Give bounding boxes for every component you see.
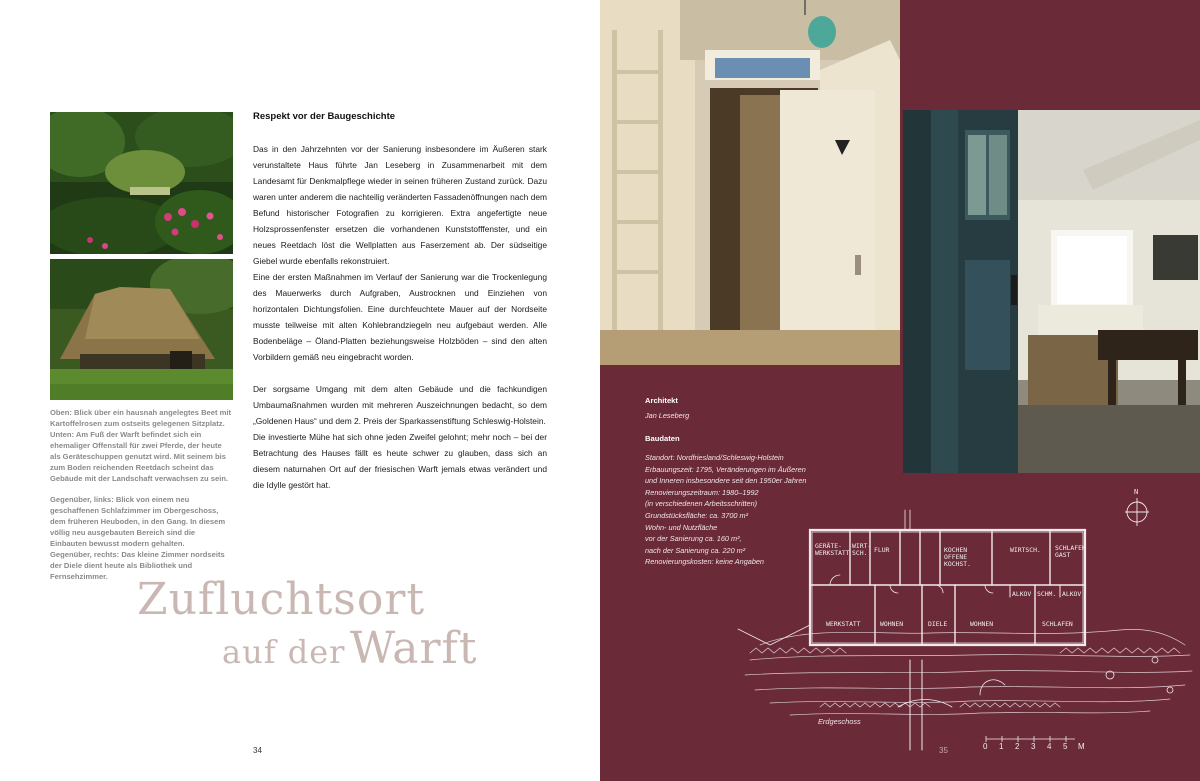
hallway-photo <box>600 0 900 365</box>
room-label-wirtschaft-small: WIRT- SCH. <box>852 542 872 557</box>
caption-opposite-right: Gegenüber, rechts: Das kleine Zimmer nordseits der Diele dient heute als Bibliothek und Fernsehzimmer. <box>50 550 225 581</box>
room-label-diele: DIELE <box>928 620 948 628</box>
scale-label-4: 4 <box>1047 742 1052 751</box>
scale-bar <box>980 734 1100 756</box>
right-page <box>600 0 1200 781</box>
room-label-schrank: SCHM. <box>1037 590 1057 598</box>
room-label-wirtschaft: WIRTSCH. <box>1010 546 1041 554</box>
scale-label-1: 1 <box>999 742 1004 751</box>
title-line-2-small: auf der <box>222 633 346 671</box>
data-line: und Inneren insbesondere seit den 1950er Jahren <box>645 476 807 486</box>
data-line: Standort: Nordfriesland/Schleswig-Holstein <box>645 453 784 462</box>
room-label-wohnen-1: WOHNEN <box>880 620 904 628</box>
data-line: Renovierungskosten: keine Angaben <box>645 557 764 567</box>
north-arrow-icon <box>1125 488 1155 528</box>
data-line: (in verschiedenen Arbeitsschritten) <box>645 499 758 509</box>
architect-name: Jan Leseberg <box>645 411 690 420</box>
body-paragraph-2: Eine der ersten Maßnahmen im Verlauf der Sanierung war die Trockenlegung des Mauerwerks durch Aufgraben, Austrocknen und Einziehen von horizontalen Dichtungsfolien. Eine durchfeuchtete Mauer auf der Nordseite musste teilweise mit alten Kohlebrandziegeln neu aufgebaut werden. Alle Bodenbeläge – Öland-Platten beziehungsweise Holzböden – sind den alten Vorbildern gemäß neu eingebracht worden. <box>253 272 547 362</box>
room-label-kochen: KOCHEN OFFENE KOCHST. <box>944 546 971 568</box>
scale-label-5: 5 <box>1063 742 1068 751</box>
floor-plan-caption: Erdgeschoss <box>818 717 861 726</box>
building-data-heading: Baudaten <box>645 434 680 443</box>
title-line-1: Zufluchtsort <box>137 574 426 625</box>
scale-label-unit: M <box>1078 742 1085 751</box>
scale-label-3: 3 <box>1031 742 1036 751</box>
library-room-photo <box>903 110 1200 473</box>
architect-heading: Architekt <box>645 396 678 405</box>
data-line: nach der Sanierung ca. 220 m² <box>645 545 746 555</box>
scale-label-2: 2 <box>1015 742 1020 751</box>
data-line: vor der Sanierung ca. 160 m², <box>645 534 742 544</box>
data-line: Grundstücksfläche: ca. 3700 m² <box>645 510 749 520</box>
section-heading: Respekt vor der Baugeschichte <box>253 111 396 122</box>
north-label: N <box>1134 488 1139 496</box>
data-line: Wohn- und Nutzfläche <box>645 522 718 532</box>
scale-label-0: 0 <box>983 742 988 751</box>
body-paragraph-1: Das in den Jahrzehnten vor der Sanierung insbesondere im Äußeren stark verunstaltete Haus führte Jan Leseberg in Zusammenarbeit mit dem Landesamt für Denkmalpflege wieder in seinen früheren Zustand zurück. Dazu waren unter anderem die nachteilig veränderten Fassadenöffnungen nach dem Befund historischer Fotografien zu korrigieren. Extra angefertigte neue Holzsprossenfenster ersetzen die vorhandenen Kunststofffenster, und ein neues Reetdach löst die Wellplatten aus Faserzement ab. Der südseitige Giebel wurde ebenfalls rekonstruiert. <box>253 144 547 266</box>
title-line-2 <box>222 623 478 674</box>
thatched-shed-photo <box>50 259 233 400</box>
room-label-geraete: GERÄTE- WERKSTATT <box>815 542 850 557</box>
room-label-wohnen-2: WOHNEN <box>970 620 994 628</box>
page-number-left: 34 <box>253 746 262 755</box>
photo-captions <box>50 407 233 592</box>
room-label-alkoven-1: ALKOV <box>1012 590 1032 598</box>
title-line-2-large: Warft <box>349 623 478 674</box>
body-paragraph-4: Die investierte Mühe hat sich ohne jeden Zweifel gelohnt; mehr noch – bei der Betrachtung des Hauses fällt es heute schwer zu glauben, dass sich an diesem naturnahen Ort auf der friesischen Warft jemals etwas verändert und die Idylle gestört hat. <box>253 432 547 490</box>
room-label-schlafen-gast: SCHLAFEN GAST <box>1055 544 1086 559</box>
room-label-flur: FLUR <box>874 546 890 554</box>
body-text <box>253 141 547 493</box>
caption-bottom: Unten: Am Fuß der Warft befindet sich ein ehemaliger Offenstall für zwei Pferde, der heute als Geräteschuppen genutzt wird. Mit seinem bis zum Boden reichenden Reetdach scheint das Gebäude mit der Landschaft verwachsen zu sein. <box>50 430 229 483</box>
caption-top: Oben: Blick über ein hausnah angelegtes Beet mit Kartoffelrosen zum ostseits gelegenen Sitzplatz. <box>50 408 232 428</box>
page-number-right: 35 <box>939 746 948 755</box>
body-paragraph-3: Der sorgsame Umgang mit dem alten Gebäude und die fachkundigen Umbaumaßnahmen wurden mit mehreren Auszeichnungen bedacht, so dem „Goldenen Haus“ und dem 2. Preis der Sparkassenstiftung Schleswig-Holstein. <box>253 384 547 426</box>
room-label-alkoven-2: ALKOV <box>1062 590 1082 598</box>
room-label-schlafen: SCHLAFEN <box>1042 620 1073 628</box>
garden-photo <box>50 112 233 254</box>
caption-opposite-left: Gegenüber, links: Blick von einem neu geschaffenen Schlafzimmer im Obergeschoss, dem früheren Heuboden, in den Gang. In diesem völlig neu ausgebauten Bereich sind die Einbauten bewusst modern gehalten. <box>50 495 226 548</box>
room-label-werkstatt: WERKSTATT <box>826 620 861 628</box>
data-line: Renovierungszeitraum: 1980–1992 <box>645 487 759 497</box>
data-line: Erbauungszeit: 1795, Veränderungen im Äußeren <box>645 464 806 474</box>
